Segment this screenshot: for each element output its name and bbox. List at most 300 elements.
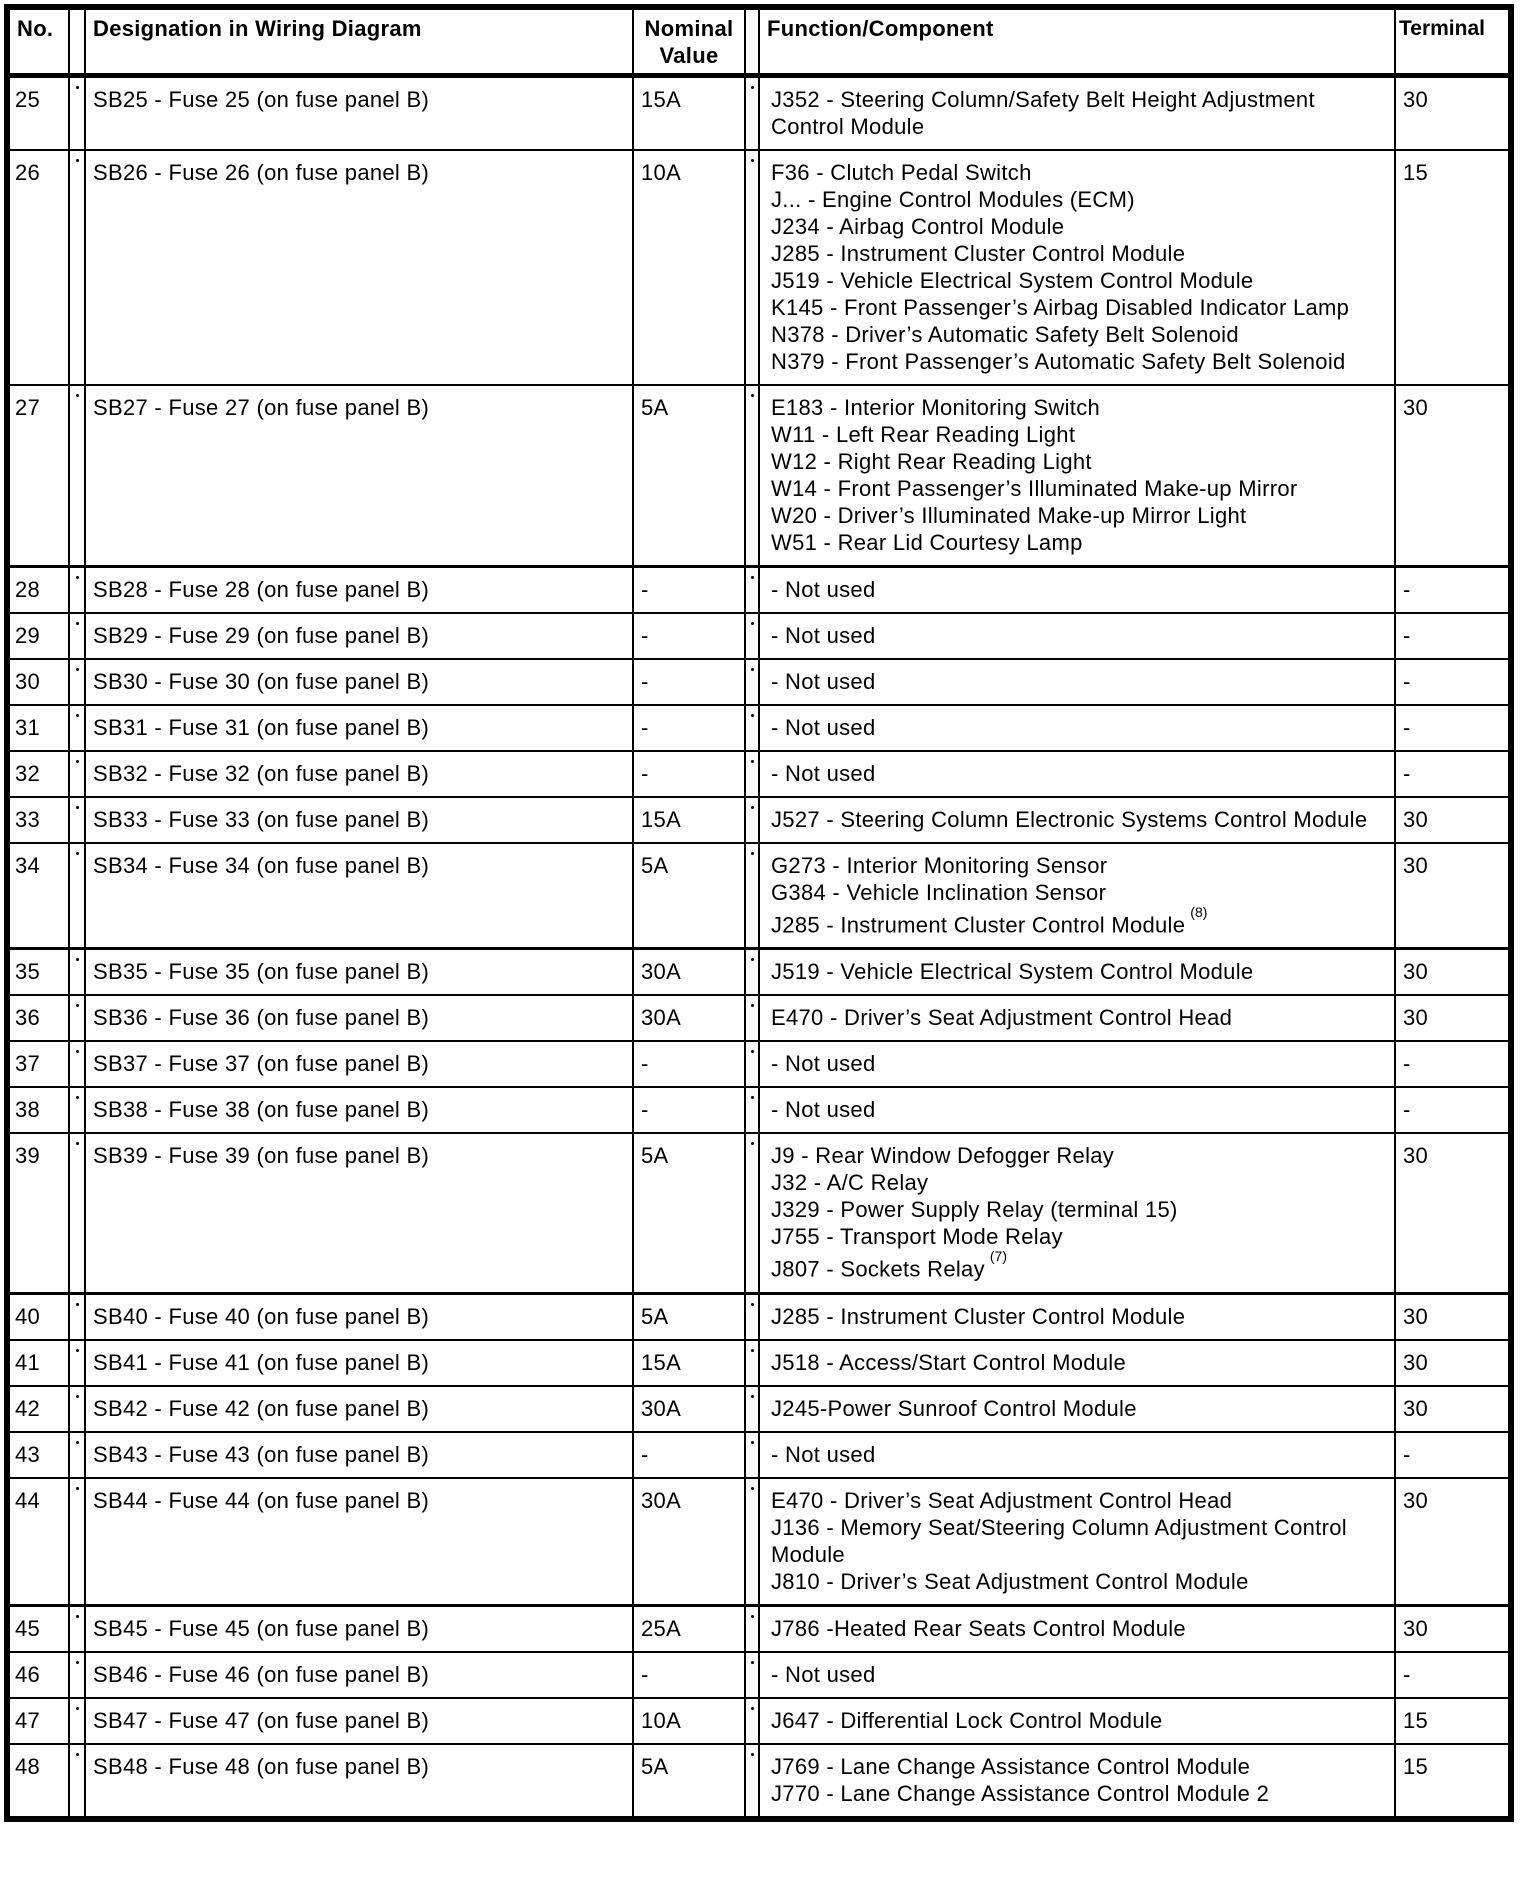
function-component-cell xyxy=(759,1744,1395,1819)
nominal-value-cell: - xyxy=(633,1652,745,1698)
terminal-cell: 30 xyxy=(1395,1478,1511,1606)
fuse-row xyxy=(7,1386,1511,1432)
spacer-cell xyxy=(69,1605,85,1652)
terminal-cell: - xyxy=(1395,1087,1511,1133)
fuse-number-cell: 41 xyxy=(7,1340,69,1386)
function-item-text: G384 - Vehicle Inclination Sensor xyxy=(771,880,1107,905)
footnote-reference: (8) xyxy=(1190,904,1208,920)
row-marker-dot xyxy=(751,806,754,809)
spacer-cell xyxy=(745,659,759,705)
nominal-value-cell: 30A xyxy=(633,949,745,996)
function-item-text: - Not used xyxy=(771,1097,876,1123)
nominal-value-cell: - xyxy=(633,751,745,797)
function-component-cell xyxy=(759,797,1395,843)
function-item xyxy=(771,1303,1388,1330)
function-component-cell xyxy=(759,1605,1395,1652)
function-item xyxy=(771,1349,1388,1376)
nominal-value-cell: 5A xyxy=(633,843,745,949)
fuse-number-cell: 25 xyxy=(7,76,69,151)
fuse-number-cell: 39 xyxy=(7,1133,69,1293)
spacer-cell xyxy=(745,1087,759,1133)
function-component-cell xyxy=(759,1340,1395,1386)
nominal-value-cell: - xyxy=(633,567,745,614)
row-marker-dot xyxy=(751,1142,754,1145)
fuse-row xyxy=(7,1293,1511,1340)
function-item-text: J810 - Driver’s Seat Adjustment Control Module xyxy=(771,1568,1249,1594)
nominal-value-cell: 5A xyxy=(633,1293,745,1340)
header-spacer-2 xyxy=(745,7,759,76)
fuse-row xyxy=(7,613,1511,659)
function-component-cell xyxy=(759,1478,1395,1606)
fuse-number-cell: 44 xyxy=(7,1478,69,1606)
function-item xyxy=(771,1514,1388,1568)
spacer-cell xyxy=(69,76,85,151)
function-item xyxy=(771,1753,1388,1780)
function-item-text: N378 - Driver’s Automatic Safety Belt Solenoid xyxy=(771,322,1239,347)
spacer-cell xyxy=(69,797,85,843)
function-item-text: J285 - Instrument Cluster Control Module xyxy=(771,1303,1186,1329)
fuse-number-cell: 35 xyxy=(7,949,69,996)
function-component-cell xyxy=(759,1293,1395,1340)
fuse-number-cell: 47 xyxy=(7,1698,69,1744)
fuse-row xyxy=(7,385,1511,567)
function-item-text: W11 - Left Rear Reading Light xyxy=(771,422,1076,447)
fuse-number-cell: 28 xyxy=(7,567,69,614)
function-component-cell xyxy=(759,751,1395,797)
fuse-table-body xyxy=(7,76,1511,1819)
function-item-text: J769 - Lane Change Assistance Control Module xyxy=(771,1753,1251,1779)
row-marker-dot xyxy=(751,1615,754,1618)
function-item xyxy=(771,1780,1388,1807)
function-item-text: E183 - Interior Monitoring Switch xyxy=(771,395,1101,420)
fuse-number-cell: 27 xyxy=(7,385,69,567)
nominal-value-cell: - xyxy=(633,613,745,659)
function-component-cell xyxy=(759,1041,1395,1087)
function-item-text: J352 - Steering Column/Safety Belt Height Adjustment Control Module xyxy=(771,87,1315,139)
designation-cell: SB25 - Fuse 25 (on fuse panel B) xyxy=(85,76,633,151)
spacer-cell xyxy=(69,1478,85,1606)
spacer-cell xyxy=(69,150,85,385)
spacer-cell xyxy=(745,705,759,751)
terminal-cell: 30 xyxy=(1395,797,1511,843)
function-item xyxy=(771,1707,1388,1734)
function-item-text: - Not used xyxy=(771,1051,876,1077)
function-item xyxy=(771,394,1388,421)
spacer-cell xyxy=(69,385,85,567)
fuse-row xyxy=(7,705,1511,751)
header-no: No. xyxy=(7,7,69,76)
spacer-cell xyxy=(69,1293,85,1340)
fuse-row xyxy=(7,1652,1511,1698)
spacer-cell xyxy=(745,385,759,567)
terminal-cell: - xyxy=(1395,567,1511,614)
spacer-cell xyxy=(69,843,85,949)
fuse-row xyxy=(7,1133,1511,1293)
row-marker-dot xyxy=(76,1615,79,1618)
nominal-value-cell: 30A xyxy=(633,1478,745,1606)
row-marker-dot xyxy=(76,1395,79,1398)
row-marker-dot xyxy=(76,958,79,961)
fuse-assignment-table xyxy=(4,4,1514,1822)
row-marker-dot xyxy=(751,958,754,961)
row-marker-dot xyxy=(76,1661,79,1664)
designation-cell: SB42 - Fuse 42 (on fuse panel B) xyxy=(85,1386,633,1432)
spacer-cell xyxy=(69,1087,85,1133)
fuse-row xyxy=(7,1041,1511,1087)
fuse-number-cell: 36 xyxy=(7,995,69,1041)
function-component-cell xyxy=(759,1432,1395,1478)
terminal-cell: 30 xyxy=(1395,1293,1511,1340)
nominal-value-cell: 10A xyxy=(633,1698,745,1744)
terminal-cell: 30 xyxy=(1395,76,1511,151)
function-item-text: J285 - Instrument Cluster Control Module xyxy=(771,912,1186,938)
spacer-cell xyxy=(745,1652,759,1698)
fuse-row xyxy=(7,1744,1511,1819)
terminal-cell: - xyxy=(1395,1652,1511,1698)
function-item xyxy=(771,1050,1388,1077)
row-marker-dot xyxy=(751,394,754,397)
fuse-number-cell: 34 xyxy=(7,843,69,949)
fuse-number-cell: 46 xyxy=(7,1652,69,1698)
function-item xyxy=(771,475,1388,502)
terminal-cell: - xyxy=(1395,613,1511,659)
spacer-cell xyxy=(69,613,85,659)
function-component-cell xyxy=(759,705,1395,751)
nominal-value-cell: - xyxy=(633,659,745,705)
designation-cell: SB43 - Fuse 43 (on fuse panel B) xyxy=(85,1432,633,1478)
function-item xyxy=(771,529,1388,556)
nominal-value-cell: 15A xyxy=(633,797,745,843)
function-item-text: J9 - Rear Window Defogger Relay xyxy=(771,1143,1115,1169)
row-marker-dot xyxy=(751,1096,754,1099)
function-item xyxy=(771,240,1388,267)
fuse-number-cell: 38 xyxy=(7,1087,69,1133)
designation-cell: SB28 - Fuse 28 (on fuse panel B) xyxy=(85,567,633,614)
function-item xyxy=(771,1615,1388,1642)
terminal-cell: - xyxy=(1395,1041,1511,1087)
spacer-cell xyxy=(745,150,759,385)
row-marker-dot xyxy=(751,576,754,579)
function-item xyxy=(771,879,1388,906)
nominal-value-cell: 30A xyxy=(633,1386,745,1432)
fuse-row xyxy=(7,1478,1511,1606)
row-marker-dot xyxy=(76,1050,79,1053)
spacer-cell xyxy=(745,1041,759,1087)
row-marker-dot xyxy=(76,1142,79,1145)
designation-cell: SB41 - Fuse 41 (on fuse panel B) xyxy=(85,1340,633,1386)
spacer-cell xyxy=(69,1432,85,1478)
function-item-text: J770 - Lane Change Assistance Control Module 2 xyxy=(771,1780,1270,1806)
row-marker-dot xyxy=(76,1096,79,1099)
function-item-text: K145 - Front Passenger’s Airbag Disabled Indicator Lamp xyxy=(771,295,1350,320)
spacer-cell xyxy=(745,1340,759,1386)
fuse-row xyxy=(7,567,1511,614)
spacer-cell xyxy=(745,76,759,151)
spacer-cell xyxy=(745,1133,759,1293)
function-item xyxy=(771,321,1388,348)
fuse-row xyxy=(7,76,1511,151)
function-item-text: J518 - Access/Start Control Module xyxy=(771,1349,1127,1375)
function-item-text: - Not used xyxy=(771,577,876,602)
designation-cell: SB47 - Fuse 47 (on fuse panel B) xyxy=(85,1698,633,1744)
fuse-row xyxy=(7,1698,1511,1744)
row-marker-dot xyxy=(751,1050,754,1053)
terminal-cell: 30 xyxy=(1395,1386,1511,1432)
spacer-cell xyxy=(745,797,759,843)
terminal-cell: 15 xyxy=(1395,1744,1511,1819)
designation-cell: SB29 - Fuse 29 (on fuse panel B) xyxy=(85,613,633,659)
function-component-cell xyxy=(759,659,1395,705)
row-marker-dot xyxy=(751,86,754,89)
function-item xyxy=(771,1487,1388,1514)
fuse-number-cell: 40 xyxy=(7,1293,69,1340)
row-marker-dot xyxy=(76,714,79,717)
function-component-cell xyxy=(759,1133,1395,1293)
spacer-cell xyxy=(69,949,85,996)
row-marker-dot xyxy=(76,1441,79,1444)
function-item-text: N379 - Front Passenger’s Automatic Safety Belt Solenoid xyxy=(771,349,1346,374)
function-item-text: J285 - Instrument Cluster Control Module xyxy=(771,241,1186,266)
function-component-cell xyxy=(759,843,1395,949)
row-marker-dot xyxy=(751,1303,754,1306)
row-marker-dot xyxy=(751,714,754,717)
header-spacer-1 xyxy=(69,7,85,76)
row-marker-dot xyxy=(751,1395,754,1398)
designation-cell: SB31 - Fuse 31 (on fuse panel B) xyxy=(85,705,633,751)
designation-cell: SB32 - Fuse 32 (on fuse panel B) xyxy=(85,751,633,797)
nominal-value-cell: 5A xyxy=(633,385,745,567)
terminal-cell: 30 xyxy=(1395,1605,1511,1652)
terminal-cell: 30 xyxy=(1395,949,1511,996)
fuse-number-cell: 48 xyxy=(7,1744,69,1819)
function-item-text: - Not used xyxy=(771,1441,876,1467)
spacer-cell xyxy=(745,567,759,614)
nominal-value-cell: 15A xyxy=(633,76,745,151)
row-marker-dot xyxy=(76,1349,79,1352)
function-item xyxy=(771,1661,1388,1688)
footnote-reference: (7) xyxy=(989,1248,1007,1265)
terminal-cell: - xyxy=(1395,659,1511,705)
terminal-cell: 15 xyxy=(1395,150,1511,385)
row-marker-dot xyxy=(751,668,754,671)
fuse-row xyxy=(7,843,1511,949)
function-item xyxy=(771,1568,1388,1595)
row-marker-dot xyxy=(751,1441,754,1444)
function-item-text: J807 - Sockets Relay xyxy=(771,1256,985,1282)
fuse-row xyxy=(7,949,1511,996)
spacer-cell xyxy=(69,995,85,1041)
function-item xyxy=(771,502,1388,529)
row-marker-dot xyxy=(76,159,79,162)
designation-cell: SB37 - Fuse 37 (on fuse panel B) xyxy=(85,1041,633,1087)
function-item xyxy=(771,1441,1388,1468)
terminal-cell: 15 xyxy=(1395,1698,1511,1744)
function-item xyxy=(771,1395,1388,1422)
fuse-row xyxy=(7,150,1511,385)
spacer-cell xyxy=(745,1432,759,1478)
designation-cell: SB36 - Fuse 36 (on fuse panel B) xyxy=(85,995,633,1041)
function-item xyxy=(771,348,1388,375)
nominal-value-cell: 30A xyxy=(633,995,745,1041)
terminal-cell: 30 xyxy=(1395,1340,1511,1386)
function-item-text: J786 -Heated Rear Seats Control Module xyxy=(771,1615,1186,1641)
function-item xyxy=(771,576,1388,603)
fuse-number-cell: 29 xyxy=(7,613,69,659)
designation-cell: SB39 - Fuse 39 (on fuse panel B) xyxy=(85,1133,633,1293)
spacer-cell xyxy=(745,751,759,797)
function-item-text: W14 - Front Passenger’s Illuminated Make-up Mirror xyxy=(771,476,1298,501)
function-item xyxy=(771,760,1388,787)
spacer-cell xyxy=(69,1340,85,1386)
function-item-text: W51 - Rear Lid Courtesy Lamp xyxy=(771,530,1083,555)
header-nominal-value: Nominal Value xyxy=(633,7,745,76)
function-item-text: - Not used xyxy=(771,1661,876,1687)
function-item-text: W12 - Right Rear Reading Light xyxy=(771,449,1092,474)
function-item xyxy=(771,1169,1388,1196)
spacer-cell xyxy=(745,1478,759,1606)
function-item xyxy=(771,267,1388,294)
designation-cell: SB44 - Fuse 44 (on fuse panel B) xyxy=(85,1478,633,1606)
terminal-cell: - xyxy=(1395,1432,1511,1478)
function-item-text: W20 - Driver’s Illuminated Make-up Mirror Light xyxy=(771,503,1247,528)
function-item xyxy=(771,668,1388,695)
row-marker-dot xyxy=(76,622,79,625)
row-marker-dot xyxy=(751,622,754,625)
row-marker-dot xyxy=(76,1753,79,1756)
spacer-cell xyxy=(745,995,759,1041)
function-component-cell xyxy=(759,1087,1395,1133)
terminal-cell: - xyxy=(1395,751,1511,797)
row-marker-dot xyxy=(751,1487,754,1490)
function-item xyxy=(771,852,1388,879)
designation-cell: SB34 - Fuse 34 (on fuse panel B) xyxy=(85,843,633,949)
function-component-cell xyxy=(759,1652,1395,1698)
fuse-number-cell: 26 xyxy=(7,150,69,385)
function-item xyxy=(771,1196,1388,1223)
row-marker-dot xyxy=(76,1303,79,1306)
row-marker-dot xyxy=(751,159,754,162)
spacer-cell xyxy=(745,1386,759,1432)
row-marker-dot xyxy=(76,1004,79,1007)
row-marker-dot xyxy=(751,852,754,855)
function-item xyxy=(771,958,1388,985)
function-item-text: J... - Engine Control Modules (ECM) xyxy=(771,187,1135,212)
terminal-cell: - xyxy=(1395,705,1511,751)
row-marker-dot xyxy=(76,806,79,809)
spacer-cell xyxy=(69,1041,85,1087)
designation-cell: SB26 - Fuse 26 (on fuse panel B) xyxy=(85,150,633,385)
header-row xyxy=(7,7,1511,76)
spacer-cell xyxy=(745,1605,759,1652)
row-marker-dot xyxy=(751,1349,754,1352)
spacer-cell xyxy=(745,613,759,659)
nominal-value-cell: - xyxy=(633,1041,745,1087)
function-component-cell xyxy=(759,1386,1395,1432)
function-component-cell xyxy=(759,385,1395,567)
spacer-cell xyxy=(745,1698,759,1744)
function-item xyxy=(771,622,1388,649)
function-item xyxy=(771,1096,1388,1123)
row-marker-dot xyxy=(76,576,79,579)
function-item xyxy=(771,421,1388,448)
row-marker-dot xyxy=(751,1707,754,1710)
fuse-row xyxy=(7,1340,1511,1386)
terminal-cell: 30 xyxy=(1395,1133,1511,1293)
row-marker-dot xyxy=(751,1753,754,1756)
function-item-text: J647 - Differential Lock Control Module xyxy=(771,1707,1163,1733)
function-item-text: J245-Power Sunroof Control Module xyxy=(771,1395,1137,1421)
fuse-number-cell: 43 xyxy=(7,1432,69,1478)
row-marker-dot xyxy=(76,86,79,89)
spacer-cell xyxy=(745,949,759,996)
fuse-row xyxy=(7,1432,1511,1478)
designation-cell: SB27 - Fuse 27 (on fuse panel B) xyxy=(85,385,633,567)
spacer-cell xyxy=(69,1698,85,1744)
function-component-cell xyxy=(759,613,1395,659)
spacer-cell xyxy=(745,1293,759,1340)
nominal-value-cell: - xyxy=(633,1432,745,1478)
spacer-cell xyxy=(69,659,85,705)
designation-cell: SB30 - Fuse 30 (on fuse panel B) xyxy=(85,659,633,705)
fuse-row xyxy=(7,1087,1511,1133)
spacer-cell xyxy=(69,1744,85,1819)
function-item-text: E470 - Driver’s Seat Adjustment Control Head xyxy=(771,1487,1233,1513)
row-marker-dot xyxy=(76,760,79,763)
fuse-number-cell: 42 xyxy=(7,1386,69,1432)
function-component-cell xyxy=(759,995,1395,1041)
designation-cell: SB45 - Fuse 45 (on fuse panel B) xyxy=(85,1605,633,1652)
function-item xyxy=(771,1250,1388,1282)
designation-cell: SB48 - Fuse 48 (on fuse panel B) xyxy=(85,1744,633,1819)
function-item xyxy=(771,806,1388,833)
designation-cell: SB38 - Fuse 38 (on fuse panel B) xyxy=(85,1087,633,1133)
nominal-value-cell: 5A xyxy=(633,1133,745,1293)
function-item-text: E470 - Driver’s Seat Adjustment Control Head xyxy=(771,1005,1233,1031)
fuse-number-cell: 32 xyxy=(7,751,69,797)
nominal-value-cell: - xyxy=(633,1087,745,1133)
fuse-number-cell: 30 xyxy=(7,659,69,705)
function-item-text: F36 - Clutch Pedal Switch xyxy=(771,160,1032,185)
fuse-row xyxy=(7,659,1511,705)
header-terminal: Terminal xyxy=(1395,7,1511,76)
function-item xyxy=(771,714,1388,741)
fuse-number-cell: 37 xyxy=(7,1041,69,1087)
header-function: Function/Component xyxy=(759,7,1395,76)
function-item-text: J755 - Transport Mode Relay xyxy=(771,1224,1063,1250)
function-item xyxy=(771,86,1388,140)
fuse-row xyxy=(7,797,1511,843)
spacer-cell xyxy=(69,1652,85,1698)
function-item xyxy=(771,906,1388,938)
designation-cell: SB35 - Fuse 35 (on fuse panel B) xyxy=(85,949,633,996)
row-marker-dot xyxy=(76,852,79,855)
row-marker-dot xyxy=(76,1707,79,1710)
function-item xyxy=(771,294,1388,321)
fuse-number-cell: 33 xyxy=(7,797,69,843)
function-item xyxy=(771,1142,1388,1169)
row-marker-dot xyxy=(751,760,754,763)
fuse-number-cell: 31 xyxy=(7,705,69,751)
function-item xyxy=(771,1004,1388,1031)
function-item-text: J234 - Airbag Control Module xyxy=(771,214,1065,239)
function-item-text: - Not used xyxy=(771,715,876,740)
row-marker-dot xyxy=(76,394,79,397)
fuse-row xyxy=(7,995,1511,1041)
row-marker-dot xyxy=(76,1487,79,1490)
spacer-cell xyxy=(69,1386,85,1432)
function-item xyxy=(771,159,1388,186)
fuse-row xyxy=(7,1605,1511,1652)
